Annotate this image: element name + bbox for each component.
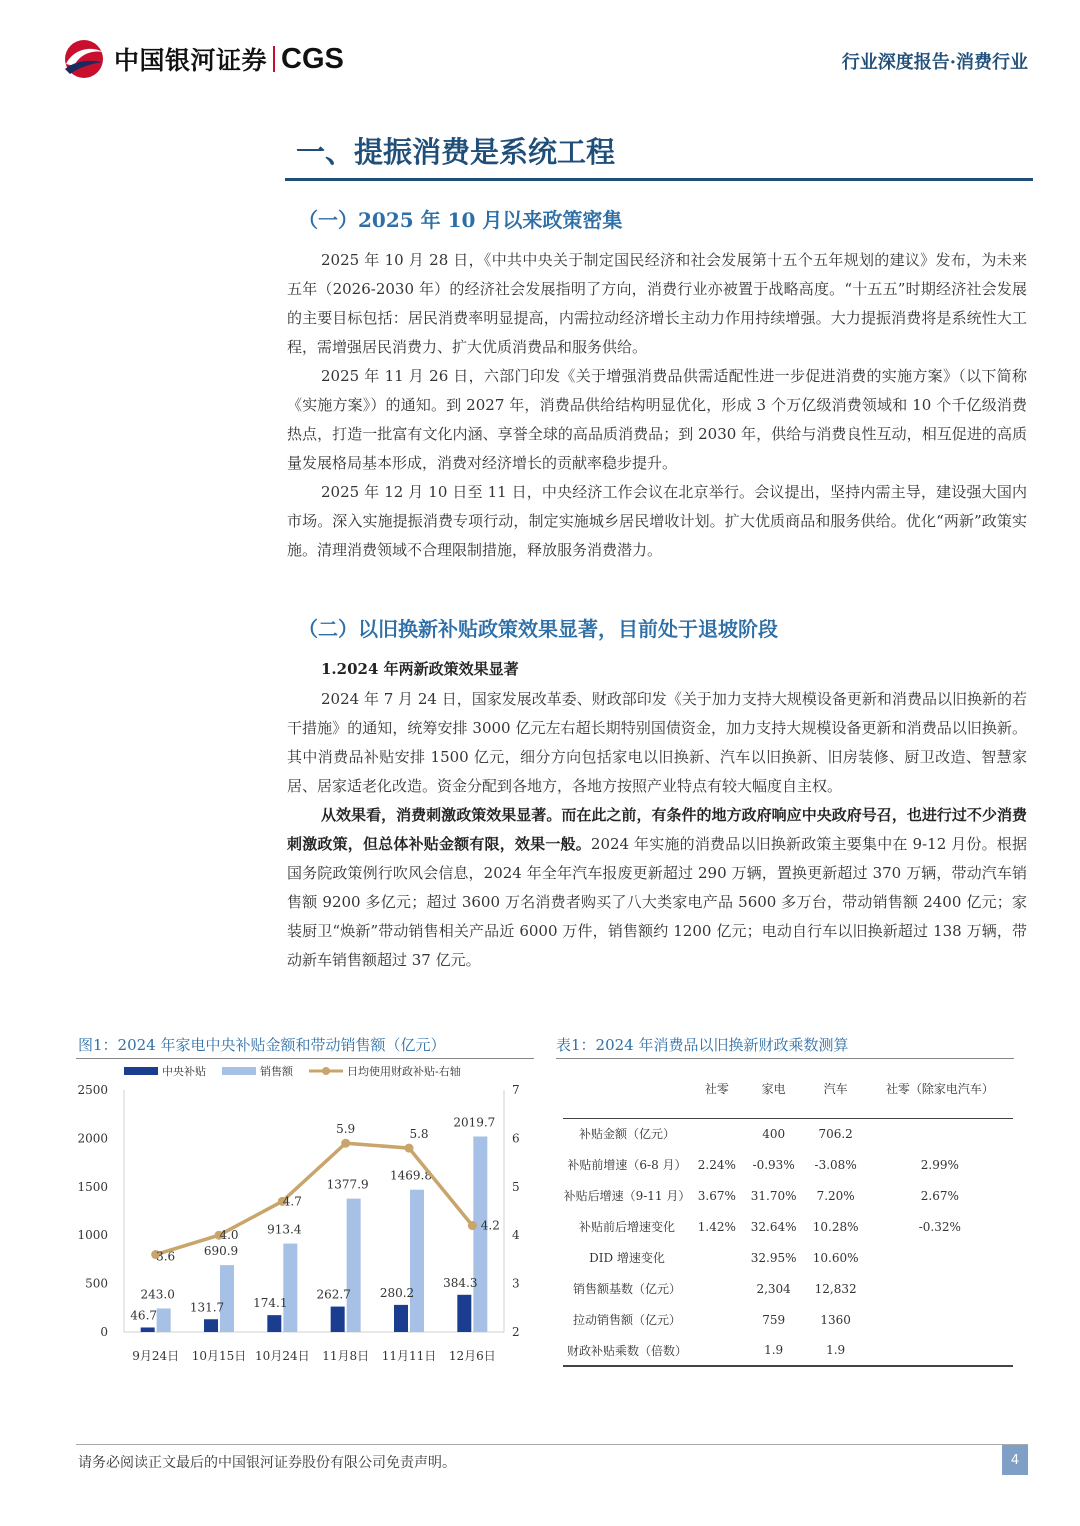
- table-cell: 1.9: [764, 1343, 784, 1357]
- data-label-central-subsidy: 262.7: [316, 1287, 351, 1302]
- paragraph: [287, 801, 1027, 975]
- item-title: 1.2024 年两新政策效果显著: [321, 660, 519, 678]
- data-label-daily-subsidy: 4.7: [282, 1194, 302, 1209]
- table-cell: [691, 1242, 743, 1273]
- data-label-sales: 2019.7: [453, 1115, 496, 1130]
- bar-central-subsidy: [141, 1327, 155, 1332]
- y2-tick-label: 3: [512, 1276, 520, 1291]
- bar-central-subsidy: [331, 1307, 345, 1332]
- table-cell: 1.42%: [697, 1219, 736, 1234]
- table-header-cell: 汽车: [823, 1082, 848, 1097]
- y-tick-label: 1500: [77, 1179, 108, 1194]
- y2-tick-label: 7: [512, 1083, 520, 1097]
- data-label-sales: 913.4: [267, 1222, 302, 1237]
- legend-label: 中央补贴: [162, 1065, 206, 1078]
- table-row-label: 销售额基数（亿元）: [572, 1282, 681, 1296]
- table-cell: 2.67%: [920, 1188, 959, 1203]
- subsection-title-2: （二）以旧换新补贴政策效果显著，目前处于退坡阶段: [298, 617, 778, 641]
- table-cell: [867, 1304, 1013, 1335]
- table-cell: [867, 1118, 1013, 1149]
- table-cell: 2.24%: [697, 1157, 736, 1172]
- table-row: [563, 1149, 1013, 1180]
- table-cell: 10.60%: [812, 1250, 859, 1265]
- bold-lead-text: 从效果看，消费刺激政策效果显著。而在此之前，有条件的地方政府响应中央政府号召，也进行过不少消费刺激政策，但总体补贴金额有限，效果一般。: [287, 806, 1027, 853]
- bar-central-subsidy: [204, 1319, 218, 1332]
- table-cell: [691, 1273, 743, 1304]
- table-header-cell: 家电: [761, 1082, 786, 1097]
- chart-svg: [76, 1060, 534, 1370]
- data-label-central-subsidy: 46.7: [130, 1308, 158, 1323]
- subsection-title-1: （一）2025 年 10 月以来政策密集: [298, 208, 623, 232]
- data-label-central-subsidy: 131.7: [189, 1300, 225, 1315]
- table-row-label: 补贴金额（亿元）: [578, 1127, 675, 1142]
- footer-rule: [76, 1444, 1028, 1445]
- legend-swatch: [222, 1067, 256, 1075]
- table-row: [563, 1335, 1013, 1366]
- paragraph: 2025 年 12 月 10 日至 11 日，中央经济工作会议在北京举行。会议提出，坚持内需主导，建设强大国内市场。深入实施提振消费专项行动，制定实施城乡居民增收计划。扩大优质商品和服务供给。优化“两新”政策实施。清理消费领域不合理限制措施，释放服务消费潜力。: [287, 483, 1027, 559]
- y-tick-label: 1000: [77, 1228, 108, 1243]
- line-point-daily-subsidy: [405, 1144, 414, 1153]
- galaxy-swirl-icon: [62, 38, 106, 80]
- brand-name-en: CGS: [281, 42, 344, 75]
- data-label-central-subsidy: 174.1: [253, 1296, 288, 1311]
- table-cell: 7.20%: [816, 1188, 855, 1203]
- line-daily-subsidy: [156, 1143, 473, 1254]
- report-type: 行业深度报告·消费行业: [841, 52, 1028, 73]
- table-row-label: 财政补贴乘数（倍数）: [566, 1343, 687, 1358]
- subsidy-chart: [76, 1060, 534, 1370]
- table-row-label: 拉动销售额（亿元）: [572, 1313, 681, 1327]
- y-tick-label: 500: [85, 1276, 108, 1291]
- bar-sales: [157, 1308, 171, 1332]
- multiplier-table-wrap: [563, 1060, 1013, 1367]
- table-row-label: 补贴前增速（6-8 月）: [567, 1158, 687, 1172]
- table-cell: 3.67%: [697, 1188, 736, 1203]
- table-row-label: 补贴后增速（9-11 月）: [563, 1189, 691, 1203]
- table-cell: [691, 1118, 743, 1149]
- table-row-label: DID 增速变化: [589, 1251, 665, 1265]
- data-label-sales: 1377.9: [326, 1177, 369, 1192]
- table-cell: 400: [762, 1126, 786, 1141]
- x-tick-label: 11月8日: [322, 1349, 370, 1363]
- data-label-central-subsidy: 384.3: [443, 1275, 478, 1290]
- table-cell: [867, 1242, 1013, 1273]
- bar-sales: [283, 1244, 297, 1332]
- table-header-cell: [563, 1060, 691, 1118]
- y2-tick-label: 4: [512, 1228, 520, 1243]
- table-header-cell: 社零（除家电汽车）: [885, 1081, 994, 1096]
- data-label-daily-subsidy: 4.2: [480, 1218, 500, 1233]
- table-title-rule: [556, 1058, 1014, 1059]
- table-cell: -0.32%: [918, 1219, 961, 1234]
- table-row: [563, 1118, 1013, 1149]
- table-title: 表1：2024 年消费品以旧换新财政乘数测算: [556, 1036, 849, 1054]
- line-point-daily-subsidy: [341, 1139, 350, 1148]
- table-cell: 32.95%: [750, 1250, 797, 1265]
- x-tick-label: 11月11日: [381, 1349, 437, 1363]
- y2-tick-label: 2: [512, 1325, 520, 1339]
- figure-title-rule: [76, 1058, 534, 1059]
- legend-label: 日均使用财政补贴-右轴: [347, 1065, 461, 1078]
- table-cell: 1.9: [826, 1343, 846, 1357]
- figure-title: 图1：2024 年家电中央补贴金额和带动销售额（亿元）: [78, 1036, 446, 1054]
- table-cell: 32.64%: [750, 1219, 797, 1234]
- table-cell: 10.28%: [812, 1219, 859, 1234]
- table-header-cell: 社零: [704, 1082, 729, 1097]
- table-row: [563, 1242, 1013, 1273]
- data-label-daily-subsidy: 4.0: [219, 1228, 239, 1243]
- section-title: 一、提振消费是系统工程: [296, 135, 616, 169]
- bar-central-subsidy: [457, 1295, 471, 1332]
- page-number: 4: [1002, 1445, 1028, 1475]
- table-cell: 2.99%: [920, 1157, 959, 1172]
- table-cell: -3.08%: [814, 1157, 857, 1172]
- table-row: [563, 1211, 1013, 1242]
- table-cell: [691, 1304, 743, 1335]
- legend-swatch-marker: [322, 1067, 330, 1075]
- table-cell: 2,304: [756, 1281, 791, 1296]
- paragraph: 2024 年 7 月 24 日，国家发展改革委、财政部印发《关于加力支持大规模设备更新和消费品以旧换新的若干措施》的通知，统筹安排 3000 亿元左右超长期特别国债资金，加力支持大规模设备更新和消费品以旧换新。其中消费品补贴安排 1500 亿元，细分方向包括家电以旧换新、汽车以旧换新、旧房装修、厨卫改造、智慧家居、居家适老化改造。资金分配到各地方，各地方按照产业特点有较大幅度自主权。: [287, 690, 1027, 795]
- table-row: [563, 1273, 1013, 1304]
- brand-name-cn: 中国银河证券: [114, 46, 268, 75]
- bar-central-subsidy: [267, 1315, 281, 1332]
- table-cell: [867, 1335, 1013, 1366]
- data-label-daily-subsidy: 5.9: [336, 1122, 356, 1137]
- y2-tick-label: 6: [512, 1131, 520, 1146]
- paragraph-text: 2024 年实施的消费品以旧换新政策主要集中在 9-12 月份。根据国务院政策例行吹风会信息，2024 年全年汽车报废更新超过 290 万辆，置换更新超过 370 万辆，带动汽车销售额 9200 多亿元；超过 3600 万名消费者购买了八大类家电产品 5600 多万台，带动销售额 2400 亿元；家装厨卫“焕新”带动销售相关产品近 6000 万件，销售额约 1200 亿元；电动自行车以旧换新超过 138 万辆，带动新车销售额超过 37 亿元。: [287, 835, 1027, 969]
- table-row-label: 补贴前后增速变化: [578, 1220, 675, 1234]
- data-label-sales: 243.0: [140, 1287, 175, 1302]
- line-point-daily-subsidy: [468, 1221, 477, 1230]
- table-cell: 31.70%: [750, 1188, 797, 1203]
- bar-sales: [347, 1199, 361, 1332]
- bar-sales: [473, 1136, 487, 1332]
- y2-tick-label: 5: [512, 1179, 520, 1194]
- subsection-2-body: [287, 685, 1027, 975]
- data-label-daily-subsidy: 3.6: [156, 1249, 176, 1264]
- x-tick-label: 10月15日: [191, 1349, 247, 1363]
- y-tick-label: 0: [100, 1325, 108, 1339]
- table-cell: -0.93%: [752, 1157, 795, 1172]
- multiplier-table: [563, 1060, 1013, 1367]
- legend-label: 销售额: [260, 1065, 293, 1078]
- subsection-1-body: [287, 246, 1027, 565]
- legend-swatch: [124, 1067, 158, 1075]
- logo-divider: [273, 46, 275, 72]
- paragraph: 2025 年 11 月 26 日，六部门印发《关于增强消费品供需适配性进一步促进消费的实施方案》（以下简称《实施方案》）的通知。到 2027 年，消费品供给结构明显优化，形成 3 个万亿级消费领域和 10 个千亿级消费热点，打造一批富有文化内涵、享誉全球的高品质消费品；到 2030 年，供给与消费良性互动，相互促进的高质量发展格局基本形成，消费对经济增长的贡献率稳步提升。: [287, 367, 1027, 472]
- data-label-sales: 690.9: [203, 1244, 239, 1259]
- paragraph: 2025 年 10 月 28 日，《中共中央关于制定国民经济和社会发展第十五个五年规划的建议》发布，为未来五年（2026-2030 年）的经济社会发展指明了方向，消费行业亦被置于战略高度。“十五五”时期经济社会发展的主要目标包括：居民消费率明显提高，内需拉动经济增长主动力作用持续增强。大力提振消费将是系统性大工程，需增强居民消费力、扩大优质消费品和服务供给。: [287, 251, 1027, 356]
- table-cell: [691, 1335, 743, 1366]
- bar-sales: [220, 1265, 234, 1332]
- section-divider: [285, 178, 1033, 181]
- table-cell: 12,832: [814, 1281, 857, 1296]
- table-cell: 706.2: [818, 1126, 853, 1141]
- disclaimer: 请务必阅读正文最后的中国银河证券股份有限公司免责声明。: [78, 1455, 456, 1471]
- y-tick-label: 2500: [77, 1083, 108, 1097]
- company-logo: [62, 38, 344, 80]
- table-cell: 1360: [820, 1312, 851, 1327]
- bar-central-subsidy: [394, 1305, 408, 1332]
- table-body: [563, 1118, 1013, 1366]
- x-tick-label: 9月24日: [132, 1349, 180, 1363]
- table-row: [563, 1304, 1013, 1335]
- y-tick-label: 2000: [77, 1131, 108, 1146]
- table-row: [563, 1180, 1013, 1211]
- bar-sales: [410, 1190, 424, 1332]
- data-label-central-subsidy: 280.2: [379, 1285, 415, 1300]
- x-tick-label: 12月6日: [448, 1349, 496, 1363]
- x-tick-label: 10月24日: [255, 1349, 310, 1363]
- table-header-row: [563, 1060, 1013, 1118]
- table-cell: 759: [762, 1312, 786, 1327]
- data-label-daily-subsidy: 5.8: [409, 1127, 429, 1142]
- table-cell: [867, 1273, 1013, 1304]
- data-label-sales: 1469.8: [390, 1168, 432, 1183]
